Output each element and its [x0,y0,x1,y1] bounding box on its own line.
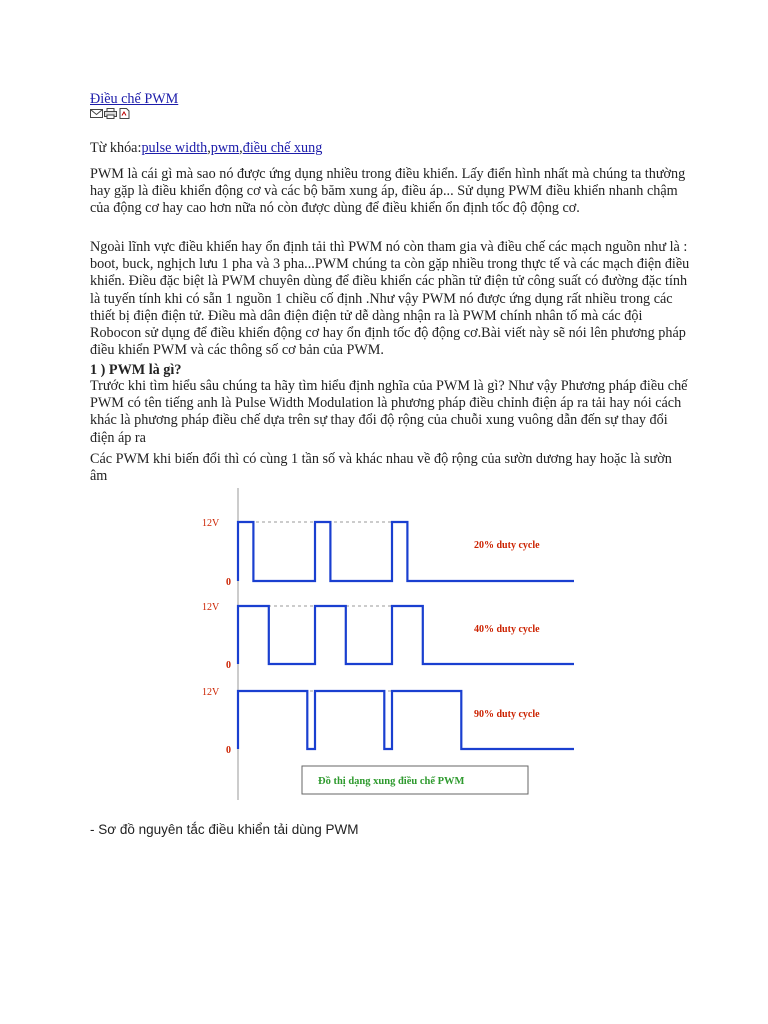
duty-cycle-label: 90% duty cycle [474,709,540,720]
pwm-waveform [238,691,574,749]
paragraph: Ngoài lĩnh vực điều khiển hay ổn định tải thì PWM nó còn tham gia và điều chế các mạch nguồn như là : boot, buck, nghịch lưu 1 pha và 3 pha...PWM chúng ta còn gặp nhiều trong thực tế và các mạch điện điều khiển. Điều đặc biệt là PWM chuyên dùng để điều khiển các phần tử điện tử công suất có đường đặc tính là tuyến tính khi có sẵn 1 nguồn 1 chiều cố định .Như vậy PWM nó được ứng dụng rất nhiều trong các thiết bị điện điện tử. Điều mà dân điện điện tử dễ dàng nhận ra là PWM chính nhân tố mà các đội Robocon sử dụng để điều khiển động cơ hay ổn định tốc độ động cơ.Bài viết này sẽ nói lên phương pháp điều khiển PWM và các thông số cơ bản của PWM. [90,239,690,359]
duty-cycle-label: 40% duty cycle [474,624,540,635]
keywords-line: Từ khóa:pulse width,pwm,điều chế xung [90,140,323,156]
keyword-link[interactable]: điều chế xung [242,140,323,156]
pdf-icon[interactable] [118,108,131,119]
y-high-label: 12V [202,602,220,613]
mail-icon[interactable] [90,108,103,119]
section-heading: 1 ) PWM là gì? [90,362,182,378]
note-line: - Sơ đồ nguyên tắc điều khiển tải dùng PWM [90,822,359,837]
pwm-waveform [238,606,574,664]
paragraph: Trước khi tìm hiểu sâu chúng ta hãy tìm hiểu định nghĩa của PWM là gì? Như vậy Phương pháp điều chế PWM có tên tiếng anh là Pulse Width Modulation là phương pháp điều chỉnh điện áp ra tải hay nói cách khác là phương pháp điều chế dựa trên sự thay đổi độ rộng của chuỗi xung vuông dẫn đến sự thay đổi điện áp ra [90,378,688,446]
y-low-label: 0 [226,660,231,671]
keyword-link[interactable]: pwm [210,140,240,156]
y-low-label: 0 [226,577,231,588]
article-title-link[interactable]: Điều chế PWM [90,91,179,107]
y-low-label: 0 [226,745,231,756]
keyword-link[interactable]: pulse width [141,140,208,156]
duty-cycle-label: 20% duty cycle [474,540,540,551]
paragraph: PWM là cái gì mà sao nó được ứng dụng nhiều trong điều khiển. Lấy điển hình nhất mà chúng ta thường hay gặp là điều khiển động cơ và các bộ băm xung áp, điều áp... Sử dụng PWM điều khiển nhanh chậm của động cơ hay cao hơn nữa nó còn được dùng để điều khiển ổn định tốc độ động cơ. [90,166,686,217]
pwm-waveform-figure [186,488,586,808]
y-high-label: 12V [202,518,220,529]
paragraph: Các PWM khi biến đổi thì có cùng 1 tần số và khác nhau về độ rộng của sườn dương hay hoặc là sườn âm [90,451,672,485]
keywords-label: Từ khóa: [90,140,142,156]
figure-caption: Đồ thị dạng xung điều chế PWM [318,776,465,787]
pwm-waveform [238,522,574,581]
article-tools [90,108,131,120]
print-icon[interactable] [104,108,117,119]
y-high-label: 12V [202,687,220,698]
